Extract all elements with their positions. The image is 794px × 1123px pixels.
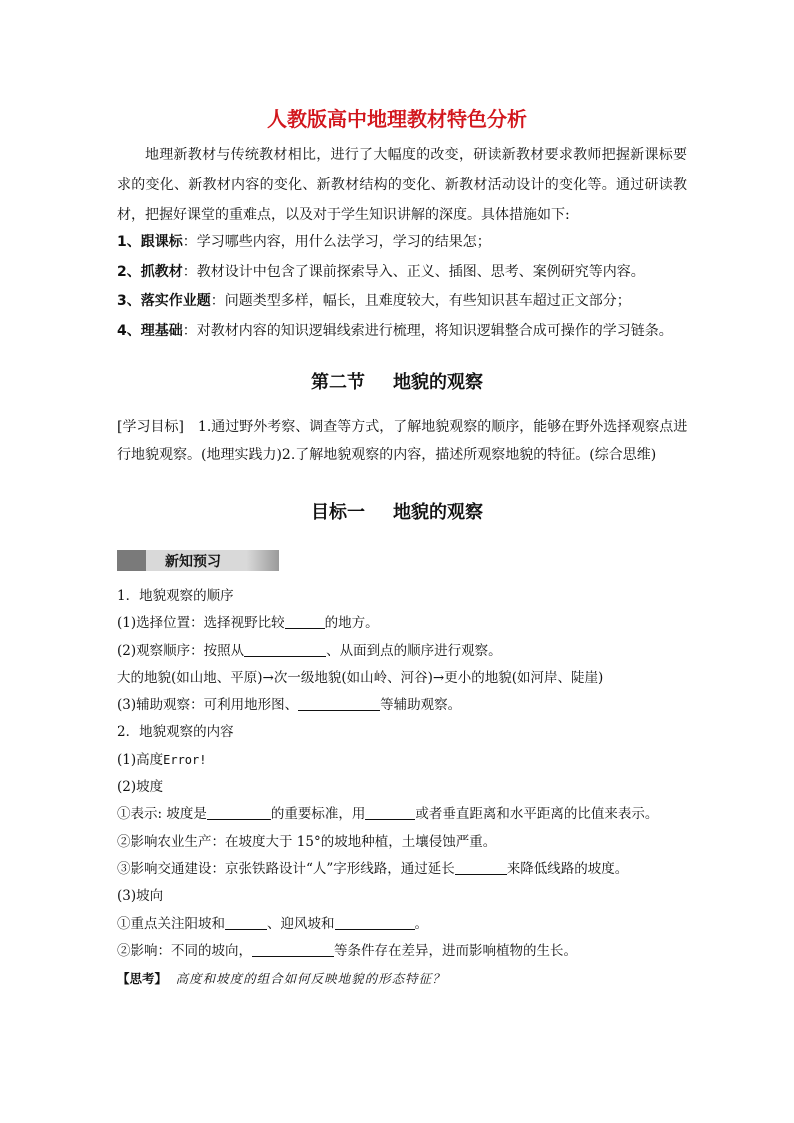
- line-text: (1)选择位置：选择视野比较: [117, 615, 285, 632]
- line-text: ②影响：不同的坡向，: [117, 942, 252, 959]
- target-heading: [0, 498, 794, 524]
- line-text: 、从面到点的顺序进行观察。: [326, 642, 502, 659]
- target-number: 目标一: [311, 502, 365, 523]
- measure-item: [117, 258, 687, 288]
- content-line: [117, 610, 707, 637]
- think-label: 【思考】: [117, 971, 168, 987]
- measure-item: [117, 287, 687, 317]
- fill-blank[interactable]: [285, 614, 325, 629]
- line-text: 。: [414, 915, 428, 932]
- content-line: [117, 638, 707, 665]
- fill-blank[interactable]: [244, 642, 326, 657]
- line-text: ①重点关注阳坡和: [117, 915, 225, 932]
- intro-paragraph: 地理新教材与传统教材相比，进行了大幅度的改变，研读新教材要求教师把握新课标要求的变化、新教材内容的变化、新教材结构的变化、新教材活动设计的变化等。通过研读教材，把握好课堂的重难点，以及对于学生知识讲解的深度。具体措施如下:: [117, 147, 687, 223]
- document-title: 人教版高中地理教材特色分析: [267, 107, 527, 131]
- line-text: 的地方。: [324, 615, 379, 632]
- content-line: [117, 911, 707, 938]
- measure-text: ：问题类型多样，幅长，且难度较大，有些知识甚车超过正文部分；: [210, 293, 631, 309]
- fill-blank[interactable]: [252, 942, 334, 957]
- section-number: 第二节: [311, 372, 365, 393]
- error-text: Error!: [163, 752, 207, 767]
- measure-label: 3、落实作业题: [117, 293, 211, 309]
- fill-blank[interactable]: [335, 915, 415, 930]
- section-heading: [0, 368, 794, 394]
- content-line: (2)坡度: [117, 779, 164, 796]
- measure-text: ：对教材内容的知识逻辑线索进行梳理，将知识逻辑整合成可操作的学习链条。: [182, 322, 673, 339]
- line-text: 、迎风坡和: [267, 915, 335, 932]
- line-text: (2)观察顺序：按照从: [117, 642, 245, 659]
- measures-list: [117, 228, 687, 346]
- content-line: [117, 747, 707, 774]
- measure-text: ：教材设计中包含了课前探索导入、正义、插图、思考、案例研究等内容。: [182, 263, 645, 280]
- measure-item: [117, 317, 687, 347]
- line-text: (1)高度: [117, 751, 164, 768]
- content-line: [117, 801, 707, 828]
- measure-item: [117, 228, 687, 258]
- fill-blank[interactable]: [225, 915, 267, 930]
- content-line: [117, 692, 707, 719]
- content-line: 大的地貌(如山地、平原)→次一级地貌(如山岭、河谷)→更小的地貌(如河岸、陡崖): [117, 669, 604, 686]
- fill-blank[interactable]: [455, 860, 507, 875]
- preview-banner: [117, 550, 279, 571]
- measure-text: ：学习哪些内容，用什么法学习，学习的结果怎；: [182, 234, 491, 250]
- line-text: 等辅助观察。: [380, 697, 462, 714]
- content-line: ②影响农业生产：在坡度大于 15°的坡地种植，土壤侵蚀严重。: [117, 833, 497, 850]
- content-line: [117, 938, 707, 965]
- line-text: 或者垂直距离和水平距离的比值来表示。: [415, 806, 659, 823]
- content-line: (3)坡向: [117, 888, 164, 905]
- fill-blank[interactable]: [365, 805, 415, 820]
- section-name: 地貌的观察: [393, 372, 483, 393]
- line-text: 的重要标准，用: [270, 806, 366, 823]
- content-line: [117, 856, 707, 883]
- preview-content: [117, 583, 707, 992]
- line-text: ③影响交通建设：京张铁路设计“人”字形线路，通过延长: [117, 860, 455, 877]
- content-heading: 1．地貌观察的顺序: [117, 588, 234, 604]
- preview-label: 新知预习: [165, 554, 221, 570]
- measure-label: 4、理基础: [117, 322, 183, 339]
- line-text: (3)辅助观察：可利用地形图、: [117, 697, 299, 714]
- target-name: 地貌的观察: [393, 502, 483, 523]
- fill-blank[interactable]: [207, 805, 271, 820]
- line-text: ①表示: 坡度是: [117, 806, 207, 823]
- measure-label: 2、抓教材: [117, 263, 183, 280]
- line-text: 来降低线路的坡度。: [506, 860, 629, 877]
- line-text: 等条件存在差异，进而影响植物的生长。: [334, 942, 577, 959]
- fill-blank[interactable]: [298, 696, 380, 711]
- content-heading: 2．地貌观察的内容: [117, 724, 234, 741]
- think-question: [117, 965, 707, 992]
- think-text: 高度和坡度的组合如何反映地貌的形态特征？: [175, 971, 446, 987]
- learning-goals: [学习目标] 1.通过野外考察、调查等方式，了解地貌观察的顺序，能够在野外选择观察点进行地貌观察。(地理实践力)2.了解地貌观察的内容，描述所观察地貌的特征。(综合思维): [117, 419, 688, 463]
- measure-label: 1、跟课标: [117, 234, 183, 250]
